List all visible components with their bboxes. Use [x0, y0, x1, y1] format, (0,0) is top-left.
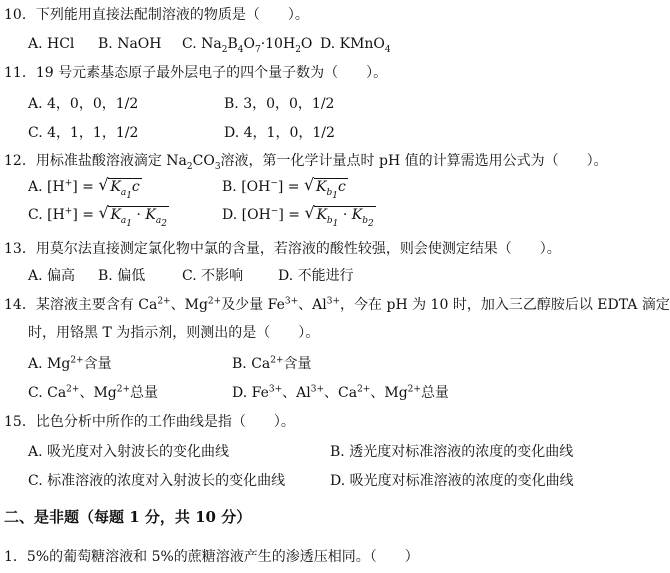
q12-option-c: C. [H+] = √ $K_{a_1} \cdot K_{a_2}$	[28, 203, 167, 229]
tf1-stem: 1．5%的葡萄糖溶液和 5%的蔗糖溶液产生的渗透压相同。（ ）	[4, 549, 419, 565]
q13-stem: 13．用莫尔法直接测定氯化物中氯的含量，若溶液的酸性较强，则会使测定结果（ ）。	[4, 241, 561, 257]
q15-option-d: D. 吸光度对标准溶液的浓度的变化曲线	[330, 473, 574, 489]
q14-option-d: D. $Fe^{3+}$、$Al^{3+}$、$Ca^{2+}$、$Mg^{2+}$总量	[232, 384, 449, 401]
q11-stem: 11．19 号元素基态原子最外层电子的四个量子数为（ ）。	[4, 65, 388, 81]
q14-stem-line2: 时，用铬黑 T 为指示剂，则测出的是（ ）。	[28, 325, 320, 341]
q10-option-c: C. $Na_2B_4O_7\cdot 10H_2O$	[182, 36, 313, 55]
q12-option-d: D. [OH−] = √ $K_{b_1} \cdot K_{b_2}$	[222, 203, 374, 229]
q12-option-a: A. [H+] = √ $K_{a_1}c$	[28, 175, 140, 201]
q12-option-b: B. [OH−] = √ $K_{b_1}c$	[222, 175, 346, 201]
q10-option-a: A. HCl	[28, 36, 75, 52]
q13-option-a: A. 偏高	[28, 268, 76, 284]
q13-option-d: D. 不能进行	[278, 268, 354, 284]
q14-stem-line1: 14．某溶液主要含有 $Ca^{2+}$、$Mg^{2+}$及少量 $Fe^{3+}$、$Al^{3+}$，今在 pH 为 10 时，加入三乙醇胺后以 EDTA 滴定	[4, 296, 670, 313]
q14-option-a: A. $Mg^{2+}$含量	[28, 355, 112, 372]
section-heading: 二、是非题（每题 1 分，共 10 分）	[4, 508, 252, 526]
q14-option-b: B. $Ca^{2+}$含量	[232, 355, 312, 372]
q10-stem: 10．下列能用直接法配制溶液的物质是（ ）。	[4, 7, 309, 23]
q13-option-b: B. 偏低	[98, 268, 146, 284]
q13-option-c: C. 不影响	[182, 268, 244, 284]
q15-option-a: A. 吸光度对入射波长的变化曲线	[28, 444, 230, 460]
q15-stem: 15．比色分析中所作的工作曲线是指（ ）。	[4, 414, 295, 430]
q11-option-a: A. 4，0，0，1/2	[28, 96, 139, 112]
q10-option-d: D. KMnO$_4$	[320, 36, 391, 55]
q15-option-c: C. 标准溶液的浓度对入射波长的变化曲线	[28, 473, 286, 489]
q11-option-b: B. 3，0，0，1/2	[224, 96, 335, 112]
q12-stem: 12．用标准盐酸溶液滴定 $Na_2CO_3$溶液，第一化学计量点时 pH 值的计算需选用公式为（ ）。	[4, 153, 608, 172]
q15-option-b: B. 透光度对标准溶液的浓度的变化曲线	[330, 444, 574, 460]
q11-option-c: C. 4，1，1，1/2	[28, 125, 139, 141]
q10-option-b: B. NaOH	[98, 36, 162, 52]
q14-option-c: C. $Ca^{2+}$、$Mg^{2+}$总量	[28, 384, 159, 401]
q11-option-d: D. 4，1，0，1/2	[224, 125, 335, 141]
